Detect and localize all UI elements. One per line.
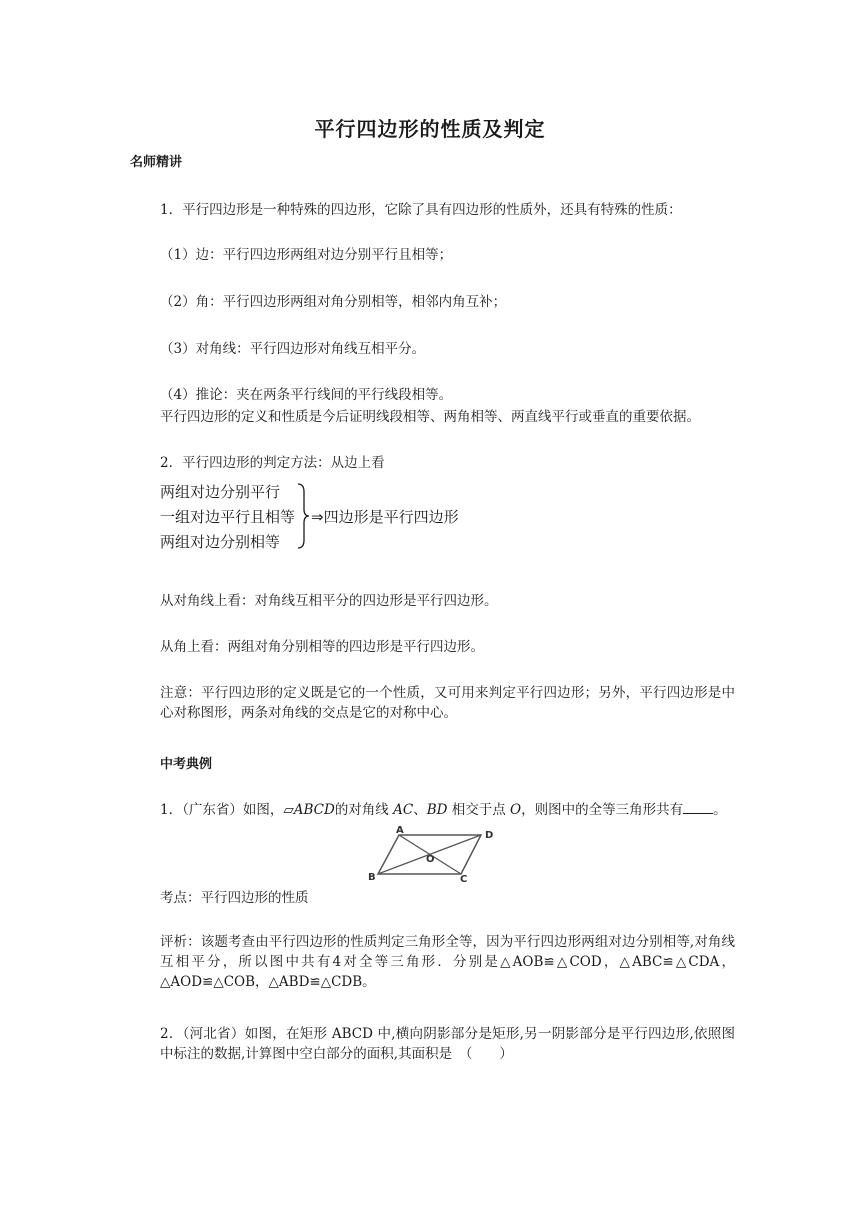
vertex-label-c: C [460, 874, 468, 884]
question-text: ，则图中的全等三角形共有 [521, 802, 684, 818]
paragraph-1: 1．平行四边形是一种特殊的四边形，它除了具有四边形的性质外，还具有特殊的性质： [160, 202, 682, 218]
paragraph-angles: （2）角：平行四边形两组对角分别相等，相邻内角互补； [160, 294, 507, 310]
section-heading-lecture: 名师精讲 [130, 155, 183, 170]
paragraph-importance: 平行四边形的定义和性质是今后证明线段相等、两角相等、两直线平行或垂直的重要依据。 [160, 409, 700, 425]
criteria-conclusion: ⇒四边形是平行四边形 [311, 508, 459, 526]
vertex-label-d: D [485, 830, 494, 841]
question-term: O [510, 802, 522, 818]
vertex-label-b: B [368, 872, 376, 883]
question-text: 相交于点 [447, 802, 511, 818]
parallelogram-figure [368, 822, 502, 884]
page-title: 平行四边形的性质及判定 [314, 117, 546, 141]
question-text: 1．（广东省）如图， [160, 802, 284, 818]
paragraph-corollary: （4）推论：夹在两条平行线间的平行线段相等。 [160, 387, 453, 403]
question-text: 的对角线 [334, 802, 394, 818]
parallelogram-icon: ▱ [283, 802, 294, 818]
question-1-analysis: 评析：该题考查由平行四边形的性质判定三角形全等，因为平行四边形两组对边分别相等,对角线互相平分，所以图中共有4对全等三角形．分别是△AOB≌△COD，△ABC≌△CDA，△AOD≌△COB，△ABD≌△CDB。 [160, 934, 735, 990]
question-1 [160, 800, 727, 820]
question-term: ABCD [293, 802, 335, 818]
section-heading-examples: 中考典例 [160, 757, 213, 772]
question-text: 、 [413, 802, 427, 818]
criteria-condition: 一组对边平行且相等 [160, 508, 296, 526]
answer-blank [683, 801, 713, 814]
paragraph-edges: （1）边：平行四边形两组对边分别平行且相等； [160, 247, 453, 263]
criteria-condition: 两组对边分别相等 [160, 533, 281, 551]
vertex-label-a: A [396, 825, 404, 836]
question-term: AC [393, 802, 414, 818]
criteria-condition: 两组对边分别平行 [160, 483, 281, 501]
paragraph-diagonal-criterion: 从对角线上看：对角线互相平分的四边形是平行四边形。 [160, 593, 498, 609]
paragraph-note: 注意：平行四边形的定义既是它的一个性质，又可用来判定平行四边形；另外，平行四边形是中心对称图形，两条对角线的交点是它的对称中心。 [160, 685, 735, 721]
question-2: 2．（河北省）如图，在矩形 ABCD 中,横向阴影部分是矩形,另一阴影部分是平行四边形,依照图中标注的数据,计算图中空白部分的面积,其面积是 （ ） [160, 1026, 735, 1062]
paragraph-diagonals: （3）对角线：平行四边形对角线互相平分。 [160, 341, 426, 357]
paragraph-criteria: 2．平行四边形的判定方法：从边上看 [160, 455, 385, 471]
question-1-topic: 考点：平行四边形的性质 [160, 890, 309, 906]
center-label-o: O [426, 854, 435, 865]
paragraph-angle-criterion: 从角上看：两组对角分别相等的四边形是平行四边形。 [160, 639, 484, 655]
right-brace-icon [296, 482, 312, 550]
question-text: 。 [713, 802, 727, 818]
question-term: BD [426, 802, 448, 818]
